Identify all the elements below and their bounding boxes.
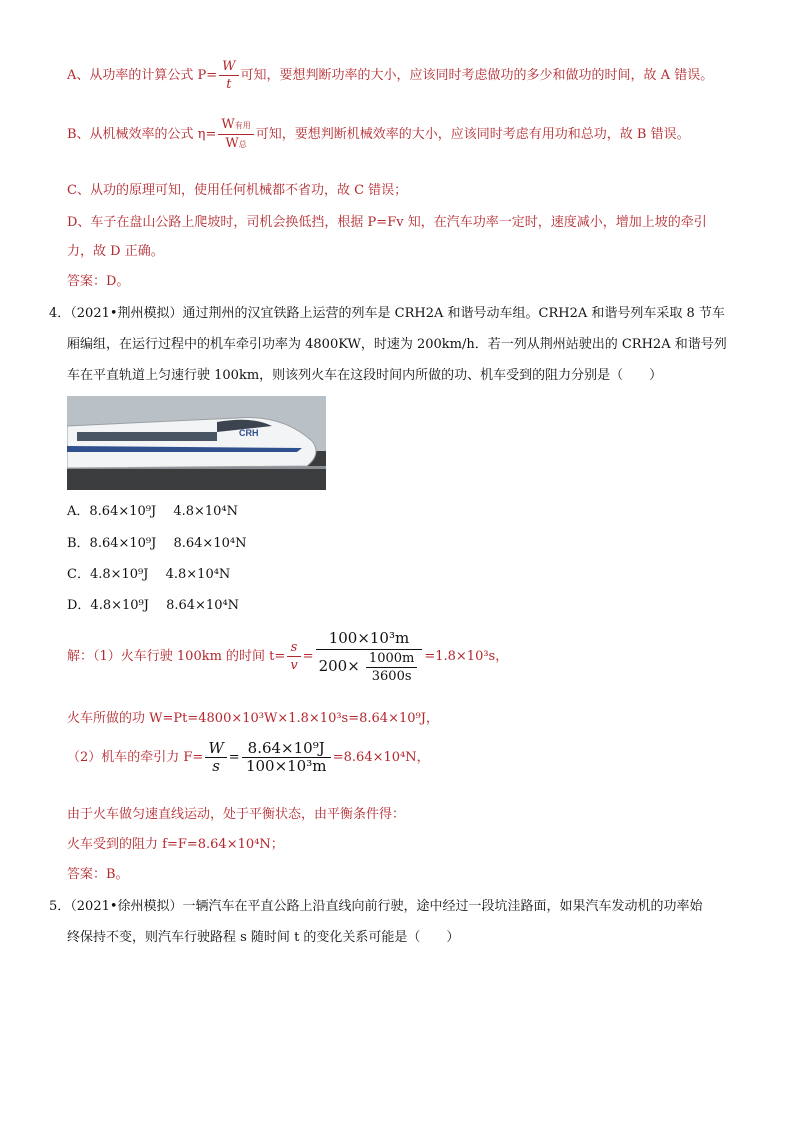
q4-option-d: D．4.8×10⁹J 8.64×10⁴N — [67, 598, 240, 613]
q5-line-1: 5．（2021•徐州模拟）一辆汽车在平直公路上沿直线向前行驶，途中经过一段坑洼路面，如果汽车发动机的功率始 — [49, 899, 703, 914]
q4-line-1: 4．（2021•荆州模拟）通过荆州的汉宜铁路上运营的列车是 CRH2A 和谐号动车组。CRH2A 和谐号列车采取 8 节车 — [49, 306, 725, 321]
s3-fraction-2: $\frac{\text{8.64×10⁹J}}{\text{100×10³m}}$ — [242, 740, 331, 775]
option-b-explanation — [67, 116, 690, 153]
frac-denominator: W — [225, 136, 239, 151]
q4-option-b: B．8.64×10⁹J 8.64×10⁴N — [67, 536, 247, 551]
s1-fraction-1: $\frac{s}{v}$ — [287, 639, 300, 674]
answer-3: 答案：D。 — [67, 274, 130, 289]
s3-prefix: （2）机车的牵引力 F= — [67, 749, 204, 765]
b-prefix: B、从机械效率的公式 η= — [67, 126, 217, 142]
s1-prefix: 解：（1）火车行驶 100km 的时间 t= — [67, 648, 286, 664]
q4-option-c: C．4.8×10⁹J 4.8×10⁴N — [67, 567, 231, 582]
solution-step-2: 火车所做的功 W=Pt=4800×10³W×1.8×10³s=8.64×10⁹J， — [67, 711, 439, 726]
q4-line-3: 车在平直轨道上匀速行驶 100km，则该列火车在这段时间内所做的功、机车受到的阻力分别是（ ） — [67, 368, 663, 383]
s1-fraction-2: 100×10³m 200× $\frac{1000m}{3600s}$ — [316, 628, 423, 685]
q4-option-a: A．8.64×10⁹J 4.8×10⁴N — [67, 504, 239, 519]
frac-numerator: W — [219, 58, 238, 76]
frac-numerator-sub: 有用 — [234, 121, 251, 130]
option-a-explanation — [67, 58, 713, 93]
a-suffix: 可知，要想判断功率的大小，应该同时考虑做功的多少和做功的时间，故 A 错误。 — [240, 67, 714, 83]
answer-4: 答案：B。 — [67, 867, 129, 882]
s1-suffix: =1.8×10³s， — [424, 648, 509, 664]
solution-step-3: （2）机车的牵引力 F= $\frac{W}{s}$ = $\frac{\text{8.64×10⁹J}}{\text{100×10³m}}$ =8.64×10⁴N， — [67, 739, 430, 775]
s3-suffix: =8.64×10⁴N， — [332, 749, 430, 765]
a-prefix: A、从功率的计算公式 P= — [67, 67, 218, 83]
frac-denominator: t — [226, 77, 232, 92]
train-icon — [67, 396, 326, 490]
train-logo-text: CRH — [239, 428, 259, 438]
solution-step-5: 火车受到的阻力 f=F=8.64×10⁴N； — [67, 837, 284, 852]
option-c-explanation: C、从功的原理可知，使用任何机械都不省功，故 C 错误； — [67, 183, 408, 198]
frac-denominator-sub: 总 — [238, 140, 247, 149]
efficiency-formula-fraction — [218, 116, 253, 153]
power-formula-fraction — [219, 58, 238, 93]
option-d-explanation-1: D、车子在盘山公路上爬坡时，司机会换低挡，根据 P=Fv 知，在汽车功率一定时，速度减小，增加上坡的牵引 — [67, 215, 707, 230]
q5-line-2: 终保持不变，则汽车行驶路程 s 随时间 t 的变化关系可能是（ ） — [67, 930, 460, 945]
train-image — [67, 396, 326, 490]
b-suffix: 可知，要想判断机械效率的大小，应该同时考虑有用功和总功，故 B 错误。 — [255, 126, 690, 142]
q4-line-2: 厢编组，在运行过程中的机车牵引功率为 4800KW，时速为 200km/h．若一列从荆州站驶出的 CRH2A 和谐号列 — [67, 337, 727, 352]
s3-fraction-1: $\frac{W}{s}$ — [205, 740, 226, 775]
solution-step-4: 由于火车做匀速直线运动，处于平衡状态，由平衡条件得： — [67, 807, 406, 822]
solution-step-1: 解：（1）火车行驶 100km 的时间 t= $\frac{s}{v}$ = 100×10³m 200× $\frac{1000m}{3600s}$ =1.8×10³s， — [67, 629, 509, 684]
frac-numerator: W — [221, 117, 235, 132]
option-d-explanation-2: 力，故 D 正确。 — [67, 244, 164, 259]
